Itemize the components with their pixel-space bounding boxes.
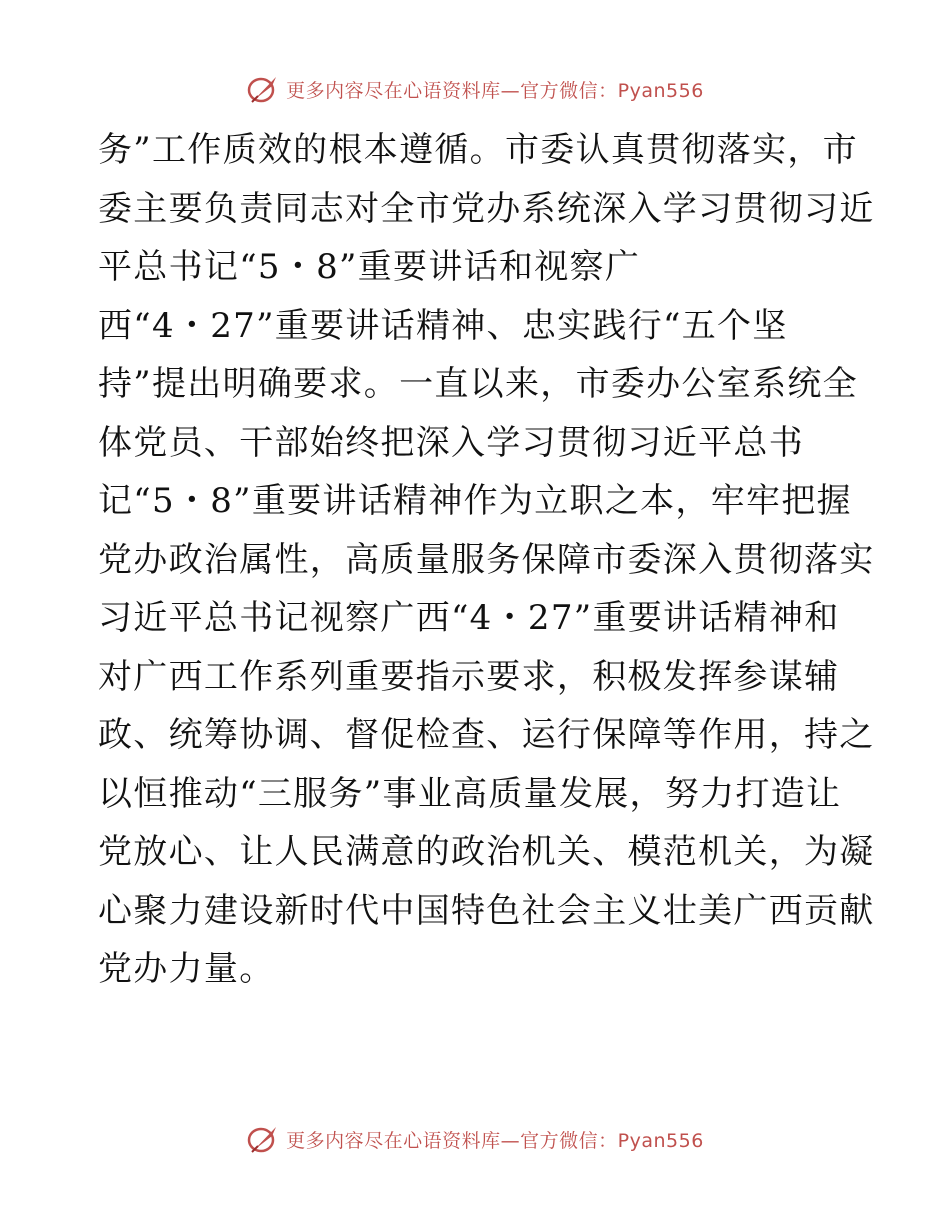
text-line: 以恒推动“三服务”事业高质量发展，努力打造让 [98,773,842,814]
quill-pen-icon [246,74,280,104]
document-body [98,121,875,999]
text-line: 委主要负责同志对全市党办系统深入学习贯彻习近 [98,188,875,229]
footer-watermark [0,1124,950,1154]
text-line: 持”提出明确要求。一直以来，市委办公室系统全 [98,364,858,404]
text-line: 务”工作质效的根本遵循。市委认真贯彻落实，市 [98,130,858,170]
text-line: 记“5・8”重要讲话精神作为立职之本，牢牢把握 [98,481,852,521]
text-line: 党办力量。 [98,949,275,989]
text-line: 政、统筹协调、督促检查、运行保障等作用，持之 [98,715,875,755]
text-line: 党办政治属性，高质量服务保障市委深入贯彻落实 [98,539,875,580]
text-line: 心聚力建设新时代中国特色社会主义壮美广西贡献 [98,890,875,931]
watermark-text: 更多内容尽在心语资料库—官方微信：Pyan556 [286,79,704,102]
text-line: 对广西工作系列重要指示要求，积极发挥参谋辅 [98,656,840,697]
quill-pen-icon [246,1124,280,1154]
text-line: 党放心、让人民满意的政治机关、模范机关，为凝 [98,832,875,872]
text-line: 体党员、干部始终把深入学习贯彻习近平总书 [98,422,804,463]
watermark-text: 更多内容尽在心语资料库—官方微信：Pyan556 [286,1129,704,1152]
text-line: 西“4・27”重要讲话精神、忠实践行“五个坚 [98,305,788,346]
text-line: 习近平总书记视察广西“4・27”重要讲话精神和 [98,598,840,638]
header-watermark [0,74,950,104]
text-line: 平总书记“5・8”重要讲话和视察广 [98,247,641,287]
